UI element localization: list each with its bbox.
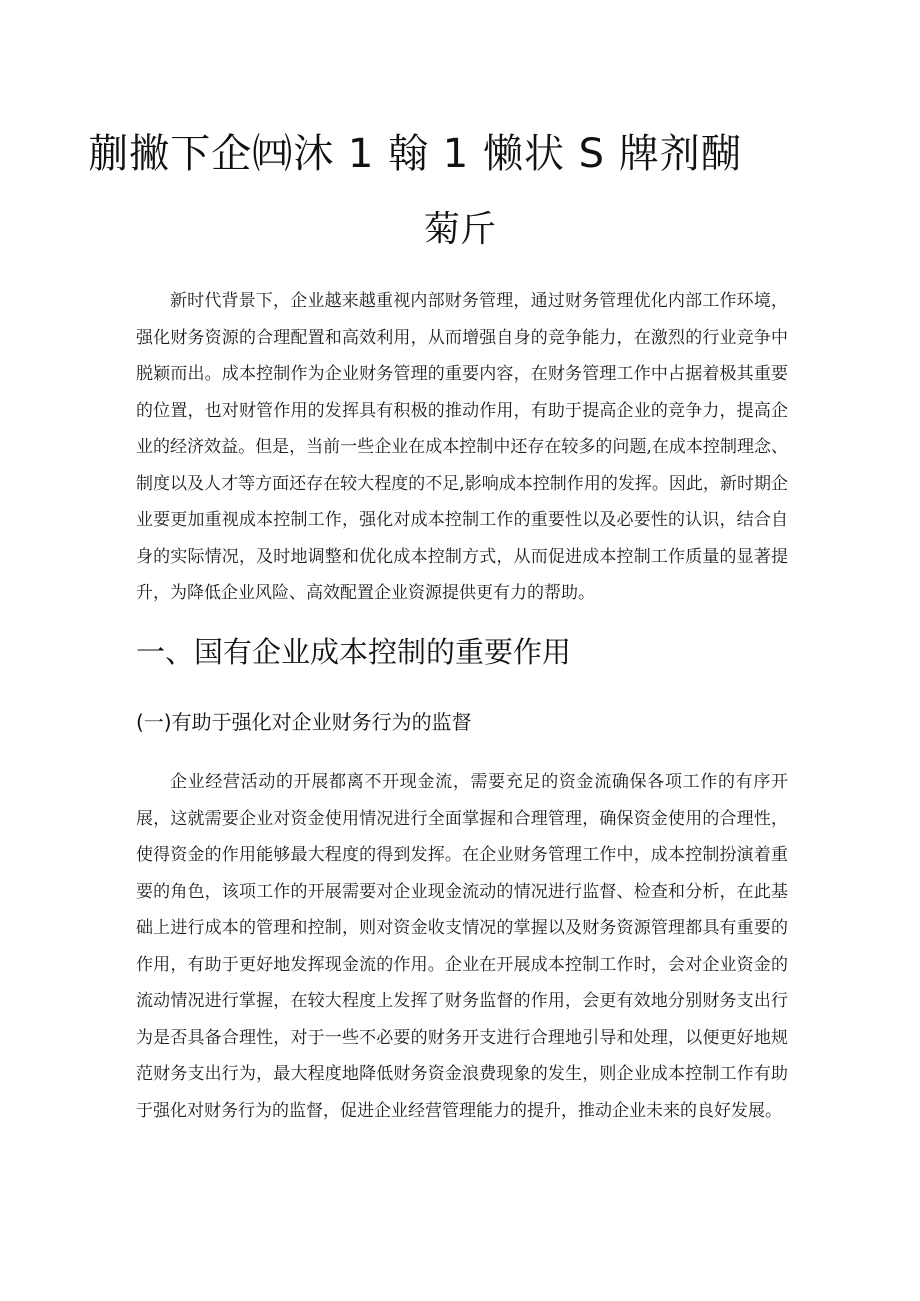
document-subtitle: 菊斤	[423, 209, 496, 250]
intro-paragraph: 新时代背景下，企业越来越重视内部财务管理，通过财务管理优化内部工作环境，强化财务资源的合理配置和高效利用，从而增强自身的竞争能力，在激烈的行业竞争中脱颖而出。成本控制作为企业财务管理的重要内容，在财务管理工作中占据着极其重要的位置，也对财管作用的发挥具有积极的推动作用，有助于提高企业的竞争力，提高企业的经济效益。但是，当前一些企业在成本控制中还存在较多的问题,在成本控制理念、制度以及人才等方面还存在较大程度的不足,影响成本控制作用的发挥。因此，新时期企业要更加重视成本控制工作，强化对成本控制工作的重要性以及必要性的认识，结合自身的实际情况，及时地调整和优化成本控制方式，从而促进成本控制工作质量的显著提升，为降低企业风险、高效配置企业资源提供更有力的帮助。	[136, 291, 788, 603]
subsection-heading-1: (一)有助于强化对企业财务行为的监督	[136, 710, 472, 734]
subsection-1-body-paragraph: 企业经营活动的开展都离不开现金流，需要充足的资金流确保各项工作的有序开展，这就需要企业对资金使用情况进行全面掌握和合理管理，确保资金使用的合理性，使得资金的作用能够最大程度的得到发挥。在企业财务管理工作中，成本控制扮演着重要的角色，该项工作的开展需要对企业现金流动的情况进行监督、检查和分析，在此基础上进行成本的管理和控制，则对资金收支情况的掌握以及财务资源管理都具有重要的作用，有助于更好地发挥现金流的作用。企业在开展成本控制工作时，会对企业资金的流动情况进行掌握，在较大程度上发挥了财务监督的作用，会更有效地分别财务支出行为是否具备合理性，对于一些不必要的财务开支进行合理地引导和处理，以便更好地规范财务支出行为，最大程度地降低财务资金浪费现象的发生，则企业成本控制工作有助于强化对财务行为的监督，促进企业经营管理能力的提升，推动企业未来的良好发展。	[136, 772, 788, 1121]
document-title: 蒯撇下企㈣沐 1 翰 1 懒状 S 牌剂醐	[88, 131, 742, 177]
section-heading-1: 一、国有企业成本控制的重要作用	[136, 635, 572, 669]
